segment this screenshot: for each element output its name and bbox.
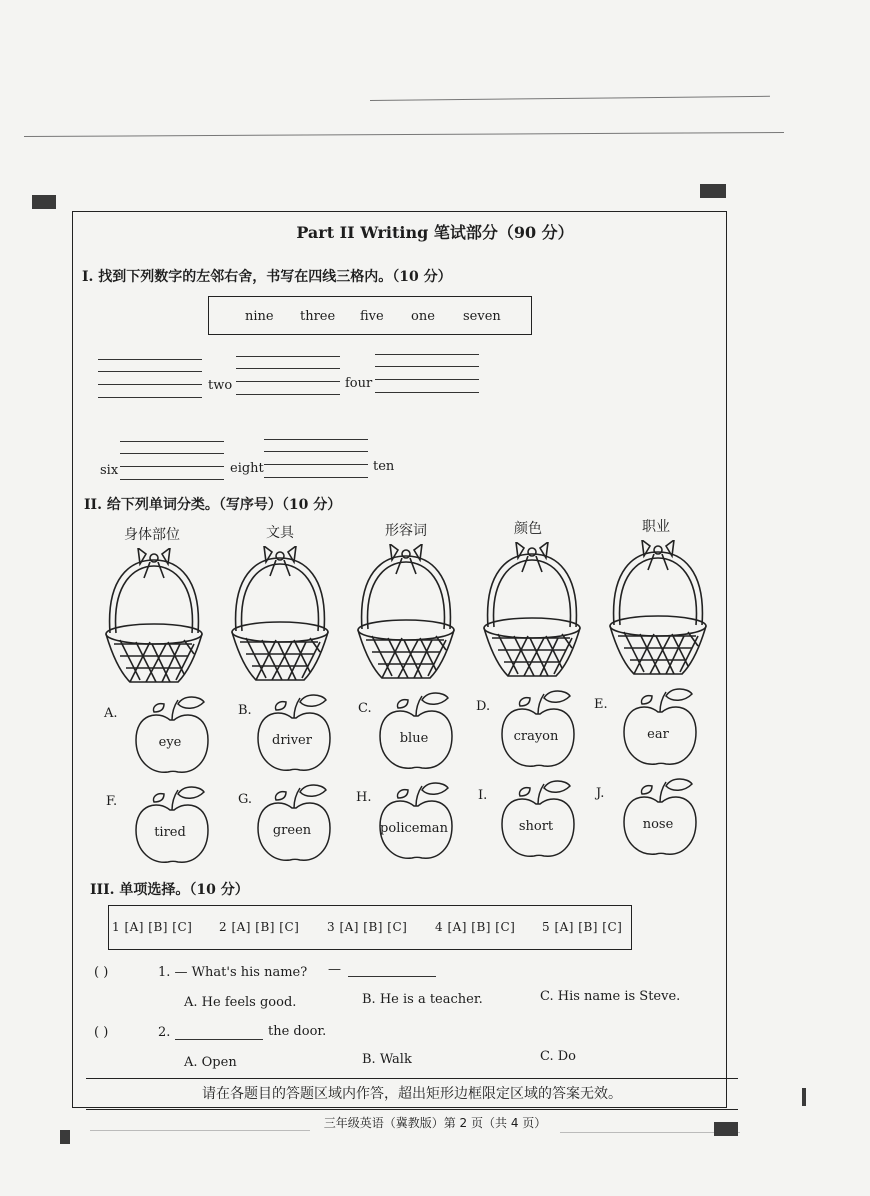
writing-line — [236, 381, 340, 382]
basket-icon — [352, 544, 460, 684]
answer-slot[interactable]: 2 [A] [B] [C] — [219, 920, 300, 934]
section1-heading: I. 找到下列数字的左邻右舍，书写在四线三格内。（10 分） — [82, 269, 452, 285]
category-label: 身体部位 — [124, 527, 180, 543]
writing-line — [120, 441, 224, 442]
apple-word: policeman — [380, 821, 448, 836]
answer-slot[interactable]: 3 [A] [B] [C] — [327, 920, 408, 934]
option-letter: E. — [594, 697, 608, 712]
writing-line — [264, 451, 368, 452]
option-letter: D. — [476, 699, 491, 714]
basket-icon — [226, 546, 334, 686]
number-word: one — [411, 309, 435, 324]
option-b: B. He is a teacher. — [362, 992, 483, 1007]
writing-line — [264, 439, 368, 440]
question-stem: the door. — [268, 1024, 327, 1039]
answer-blank — [348, 976, 436, 977]
page-title: Part II Writing 笔试部分（90 分） — [296, 223, 574, 242]
section3-heading: III. 单项选择。（10 分） — [90, 882, 249, 898]
scan-line — [24, 132, 784, 137]
given-number: eight — [230, 461, 264, 476]
question-stem: 1. — What's his name? — [158, 965, 308, 980]
category-label: 文具 — [266, 525, 294, 541]
question-paren: ( ) — [94, 965, 109, 980]
option-letter: J. — [596, 786, 605, 801]
option-letter: H. — [356, 790, 372, 805]
writing-line — [375, 379, 479, 380]
basket-icon — [478, 542, 586, 682]
category-label: 颜色 — [514, 521, 542, 537]
registration-mark — [32, 195, 56, 209]
writing-line — [375, 354, 479, 355]
option-a: A. Open — [184, 1055, 237, 1070]
option-letter: A. — [104, 706, 118, 721]
registration-mark — [700, 184, 726, 198]
writing-line — [236, 394, 340, 395]
writing-line — [120, 466, 224, 467]
basket-icon — [604, 540, 712, 680]
apple-word: green — [272, 823, 312, 838]
question-number: 2. — [158, 1025, 171, 1040]
number-word: nine — [245, 309, 274, 324]
scan-line — [560, 1132, 740, 1133]
apple-word: eye — [158, 735, 182, 750]
given-number: ten — [373, 459, 395, 474]
option-letter: B. — [238, 703, 252, 718]
apple-word: driver — [272, 733, 312, 748]
apple-word: short — [518, 819, 554, 834]
category-label: 职业 — [642, 519, 670, 535]
given-number: six — [100, 463, 119, 478]
answer-slot[interactable]: 5 [A] [B] [C] — [542, 920, 623, 934]
writing-line — [98, 359, 202, 360]
category-label: 形容词 — [385, 523, 427, 539]
apple-word: tired — [154, 825, 186, 840]
writing-line — [236, 356, 340, 357]
scan-line — [370, 96, 770, 101]
number-word: three — [300, 309, 336, 324]
option-letter: I. — [478, 788, 488, 803]
option-letter: G. — [238, 792, 253, 807]
option-a: A. He feels good. — [184, 995, 297, 1010]
given-number: two — [208, 378, 233, 393]
apple-word: ear — [647, 727, 669, 742]
option-b: B. Walk — [362, 1052, 412, 1067]
registration-mark — [802, 1088, 806, 1106]
option-c: C. His name is Steve. — [540, 989, 681, 1004]
writing-line — [120, 453, 224, 454]
registration-mark — [60, 1130, 70, 1144]
given-number: four — [345, 376, 373, 391]
writing-line — [120, 479, 224, 480]
number-word: five — [360, 309, 384, 324]
writing-line — [98, 371, 202, 372]
writing-line — [98, 397, 202, 398]
apple-word: crayon — [513, 729, 559, 744]
answer-slot[interactable]: 4 [A] [B] [C] — [435, 920, 516, 934]
apple-word: blue — [399, 731, 429, 746]
writing-line — [375, 366, 479, 367]
apple-word: nose — [642, 817, 674, 832]
answer-slot[interactable]: 1 [A] [B] [C] — [112, 920, 193, 934]
option-c: C. Do — [540, 1049, 576, 1064]
question-paren: ( ) — [94, 1025, 109, 1040]
option-letter: C. — [358, 701, 372, 716]
writing-line — [98, 384, 202, 385]
answer-blank — [175, 1039, 263, 1040]
answer-area-notice: 请在各题目的答题区域内作答，超出矩形边框限定区域的答案无效。 — [86, 1078, 738, 1110]
writing-line — [264, 477, 368, 478]
number-word: seven — [463, 309, 501, 324]
section2-heading: II. 给下列单词分类。（写序号）（10 分） — [84, 497, 342, 513]
writing-line — [375, 392, 479, 393]
option-letter: F. — [106, 794, 118, 809]
reply-dash: — — [328, 962, 341, 977]
page-footer: 三年级英语（冀教版）第 2 页（共 4 页） — [323, 1116, 547, 1130]
writing-line — [236, 368, 340, 369]
basket-icon — [100, 548, 208, 688]
writing-line — [264, 464, 368, 465]
